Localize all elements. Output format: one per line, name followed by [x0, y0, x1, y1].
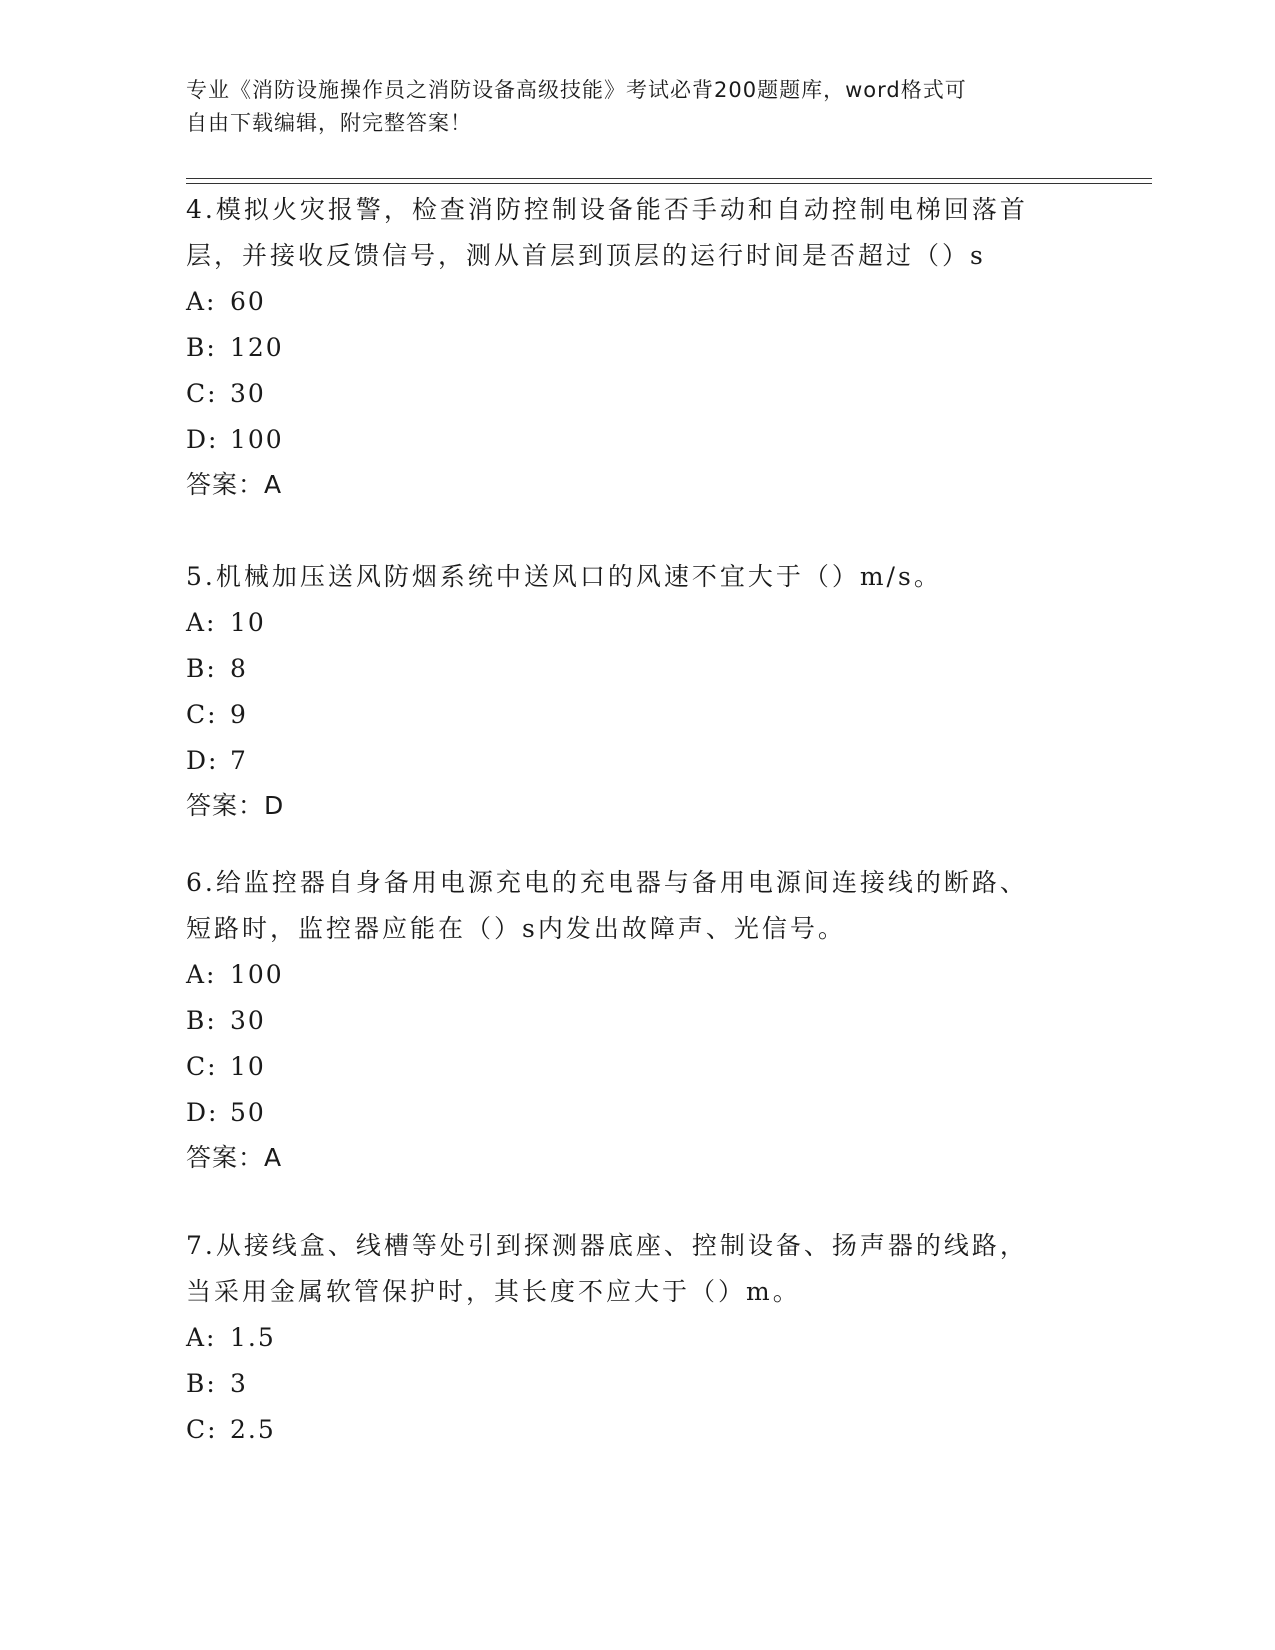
- option-label: B:: [186, 654, 217, 683]
- stem-line: 7.从接线盒、线槽等处引到探测器底座、控制设备、扬声器的线路，: [186, 1231, 1028, 1260]
- option-text: 120: [230, 333, 284, 362]
- option-c: [186, 1407, 1086, 1453]
- option-text: 2.5: [230, 1415, 276, 1444]
- stem-line: 当采用金属软管保护时，其长度不应大于（）m。: [186, 1277, 801, 1306]
- question-stem: [186, 860, 1086, 952]
- option-label: A:: [186, 287, 217, 316]
- option-b: [186, 998, 1086, 1044]
- option-text: 7: [230, 746, 248, 775]
- question-5: [186, 554, 1086, 828]
- option-d: [186, 1090, 1086, 1136]
- option-label: C:: [186, 379, 218, 408]
- stem-line: 4.模拟火灾报警，检查消防控制设备能否手动和自动控制电梯回落首: [186, 195, 1028, 224]
- option-text: 30: [230, 1006, 266, 1035]
- option-c: [186, 1044, 1086, 1090]
- option-label: B:: [186, 1369, 217, 1398]
- question-stem: [186, 554, 1086, 600]
- option-label: C:: [186, 700, 218, 729]
- question-stem: [186, 187, 1086, 279]
- question-6: [186, 860, 1086, 1180]
- question-7: [186, 1223, 1086, 1453]
- stem-line: 5.机械加压送风防烟系统中送风口的风速不宜大于（）m/s。: [186, 562, 942, 591]
- option-d: [186, 738, 1086, 784]
- option-a: [186, 1315, 1086, 1361]
- header-line-1: 专业《消防设施操作员之消防设备高级技能》考试必背200题题库，word格式可: [186, 78, 967, 102]
- option-text: 100: [230, 960, 284, 989]
- option-text: 50: [230, 1098, 266, 1127]
- option-c: [186, 692, 1086, 738]
- option-text: 100: [230, 425, 284, 454]
- option-label: D:: [186, 1098, 219, 1127]
- option-label: C:: [186, 1052, 218, 1081]
- question-4: [186, 187, 1086, 507]
- option-label: B:: [186, 1006, 217, 1035]
- option-b: [186, 646, 1086, 692]
- answer: 答案：A: [186, 1143, 283, 1172]
- option-text: 9: [230, 700, 248, 729]
- option-b: [186, 325, 1086, 371]
- option-a: [186, 952, 1086, 998]
- option-text: 3: [230, 1369, 248, 1398]
- stem-line: 6.给监控器自身备用电源充电的充电器与备用电源间连接线的断路、: [186, 868, 1028, 897]
- header-line-2: 自由下载编辑，附完整答案！: [186, 111, 472, 135]
- answer: 答案：D: [186, 791, 285, 820]
- option-text: 60: [230, 287, 266, 316]
- answer: 答案：A: [186, 470, 283, 499]
- option-label: A:: [186, 960, 217, 989]
- option-label: A:: [186, 608, 217, 637]
- option-a: [186, 600, 1086, 646]
- option-label: D:: [186, 425, 219, 454]
- stem-line: 短路时，监控器应能在（）s内发出故障声、光信号。: [186, 914, 846, 943]
- option-b: [186, 1361, 1086, 1407]
- option-text: 30: [230, 379, 266, 408]
- header-divider-top: [186, 178, 1152, 179]
- option-label: B:: [186, 333, 217, 362]
- option-label: C:: [186, 1415, 218, 1444]
- option-d: [186, 417, 1086, 463]
- stem-line: 层，并接收反馈信号，测从首层到顶层的运行时间是否超过（）s: [186, 241, 986, 270]
- question-stem: [186, 1223, 1086, 1315]
- header-divider-bottom: [186, 183, 1152, 184]
- option-text: 10: [230, 1052, 266, 1081]
- option-label: D:: [186, 746, 219, 775]
- document-header: [186, 74, 1066, 140]
- option-text: 8: [230, 654, 248, 683]
- option-c: [186, 371, 1086, 417]
- option-label: A:: [186, 1323, 217, 1352]
- option-a: [186, 279, 1086, 325]
- option-text: 1.5: [230, 1323, 276, 1352]
- option-text: 10: [230, 608, 266, 637]
